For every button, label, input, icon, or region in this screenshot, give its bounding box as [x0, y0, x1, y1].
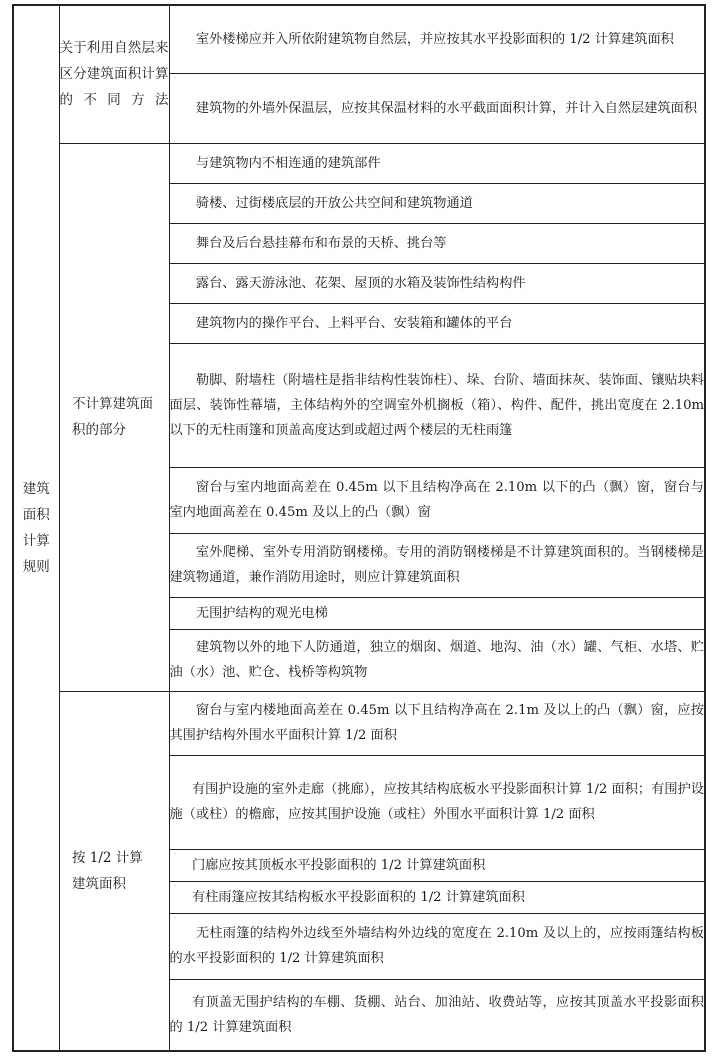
- rules-table: [12, 4, 706, 1052]
- rule-text: 露台、露天游泳池、花架、屋顶的水箱及装饰性结构构件: [195, 275, 526, 291]
- rule-text: 窗台与室内地面高差在 0.45m 以下且结构净高在 2.10m 以下的凸（飘）窗，窗台与室内地面高差在 0.45m 及以上的凸（飘）窗: [169, 480, 704, 520]
- group-label-cell: [59, 5, 169, 143]
- rule-cell: [169, 263, 705, 303]
- group-label-natural-floor: 关于利用自然层来区分建筑面积计算的不同方法: [59, 40, 169, 109]
- rule-text: 无围护结构的观光电梯: [195, 605, 328, 621]
- rule-text: 舞台及后台悬挂幕布和布景的天桥、挑台等: [195, 235, 447, 251]
- rule-text: 无柱雨篷的结构外边线至外墙结构外边线的宽度在 2.10m 及以上的，应按雨篷结构板的水平投影面积的 1/2 计算建筑面积: [169, 926, 704, 966]
- group-label-half-area: 按 1/2 计算建筑面积: [72, 849, 143, 892]
- table-row: [13, 5, 705, 73]
- rule-text: 室外楼梯应并入所依附建筑物自然层，并应按其水平投影面积的 1/2 计算建筑面积: [195, 31, 674, 47]
- rule-cell: [169, 73, 705, 143]
- rule-cell: [169, 755, 705, 849]
- rule-cell: [169, 691, 705, 755]
- rule-cell: [169, 849, 705, 881]
- rule-cell: [169, 303, 705, 343]
- rule-text: 与建筑物内不相连通的建筑部件: [195, 155, 381, 171]
- group-label-cell: [59, 691, 169, 1051]
- table-row: [13, 691, 705, 755]
- rule-text: 有顶盖无围护结构的车棚、货棚、站台、加油站、收费站等，应按其顶盖水平投影面积的 1/2 计算建筑面积: [169, 994, 704, 1035]
- rule-cell: [169, 533, 705, 597]
- rule-cell: [169, 913, 705, 979]
- rule-cell: [169, 143, 705, 183]
- rule-text: 门廊应按其顶板水平投影面积的 1/2 计算建筑面积: [191, 857, 486, 873]
- rule-text: 勒脚、附墙柱（附墙柱是指非结构性装饰柱）、垛、台阶、墙面抹灰、装饰面、镶贴块料面层、装饰性幕墙，主体结构外的空调室外机搁板（箱）、构件、配件，挑出宽度在 2.10m 以下的无柱雨篷和顶盖高度达到或超过两个楼层的无柱雨篷: [169, 372, 704, 438]
- rule-text: 骑楼、过街楼底层的开放公共空间和建筑物通道: [195, 195, 473, 211]
- rule-text: 有柱雨篷应按其结构板水平投影面积的 1/2 计算建筑面积: [191, 889, 525, 905]
- group-label-cell: [59, 143, 169, 691]
- rule-text: 建筑物的外墙外保温层，应按其保温材料的水平截面面积计算，并计入自然层建筑面积: [195, 100, 698, 116]
- rule-text: 有围护设施的室外走廊（挑廊），应按其结构底板水平投影面积计算 1/2 面积；有围护设施（或柱）的檐廊，应按其围护设施（或柱）外围水平面积计算 1/2 面积: [169, 782, 704, 822]
- rule-cell: [169, 343, 705, 467]
- rule-cell: [169, 629, 705, 691]
- rule-cell: [169, 467, 705, 533]
- main-category-label: 建筑面积计算规则: [22, 481, 50, 575]
- rule-cell: [169, 223, 705, 263]
- group-label-not-counted: 不计算建筑面积的部分: [72, 396, 153, 438]
- main-category-cell: [13, 5, 59, 1051]
- rule-text: 室外爬梯、室外专用消防钢楼梯。专用的消防钢楼梯是不计算建筑面积的。当钢楼梯是建筑物通道，兼作消防用途时，则应计算建筑面积: [169, 545, 704, 585]
- rule-cell: [169, 183, 705, 223]
- rule-cell: [169, 881, 705, 913]
- rule-cell: [169, 5, 705, 73]
- rule-cell: [169, 979, 705, 1051]
- rule-text: 窗台与室内楼地面高差在 0.45m 以下且结构净高在 2.1m 及以上的凸（飘）窗，应按其围护结构外围水平面积计算 1/2 面积: [169, 703, 704, 743]
- rule-cell: [169, 597, 705, 629]
- rule-text: 建筑物以外的地下人防通道，独立的烟囱、烟道、地沟、油（水）罐、气柜、水塔、贮油（水）池、贮仓、栈桥等构筑物: [169, 640, 704, 680]
- table-row: [13, 143, 705, 183]
- rule-text: 建筑物内的操作平台、上料平台、安装箱和罐体的平台: [195, 315, 513, 331]
